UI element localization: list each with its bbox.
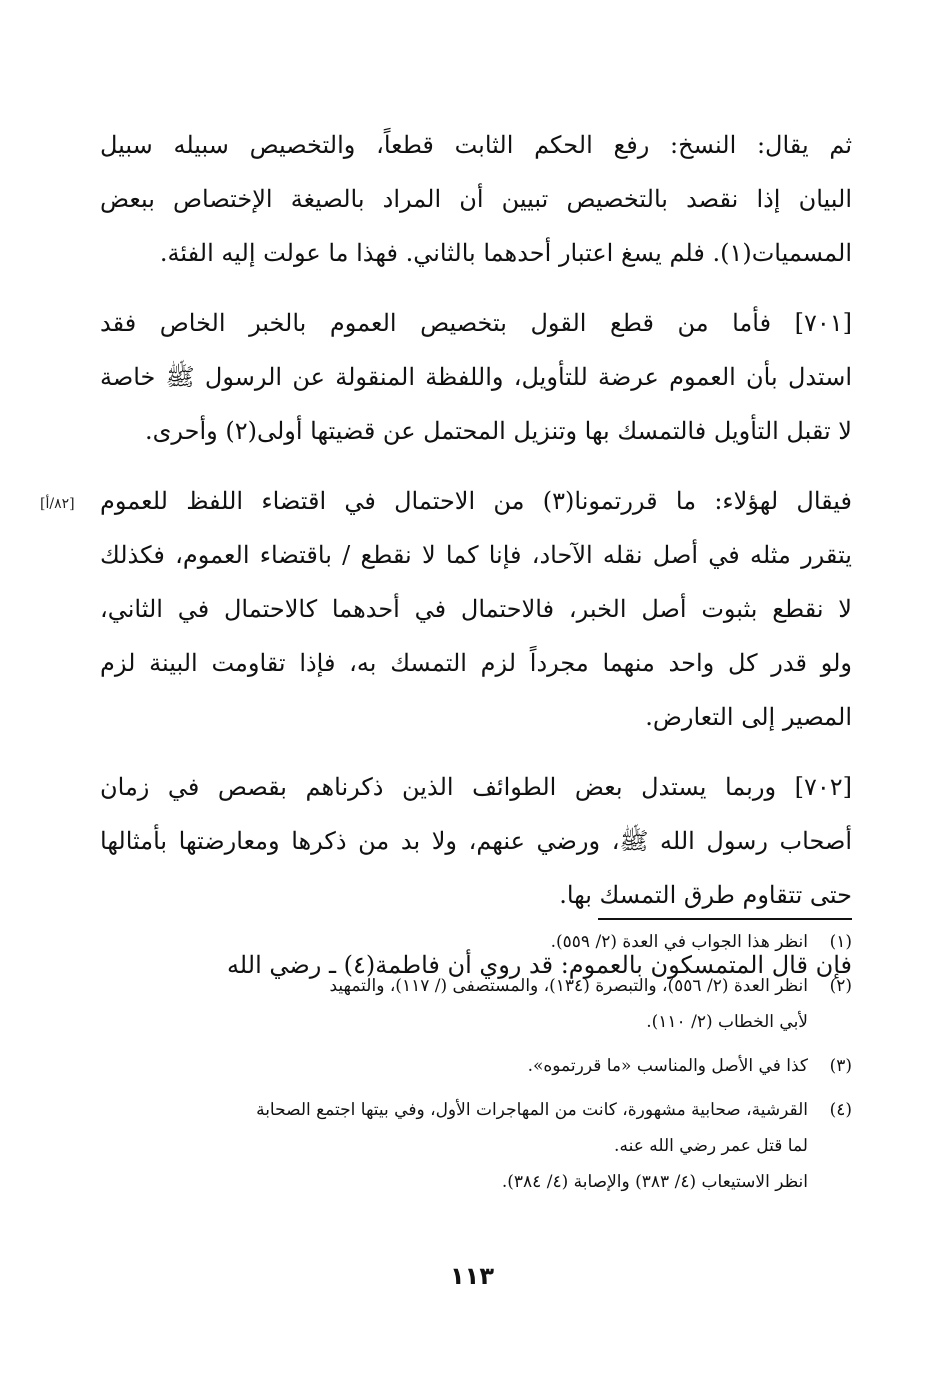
text-line: ولو قدر كل واحد منهما مجرداً لزم التمسك به، فإذا تقاومت البينة لزم	[100, 649, 852, 677]
footnote-number: (٢)	[829, 976, 852, 996]
footnote-number: (٤)	[829, 1100, 852, 1120]
text-line: استدل بأن العموم عرضة للتأويل، واللفظة المنقولة عن الرسول ﷺ خاصة	[100, 363, 852, 391]
text-line: [٧٠١] فأما من قطع القول بتخصيص العموم بالخبر الخاص فقد	[100, 309, 852, 337]
text-line: لا نقطع بثبوت أصل الخبر، فالاحتمال في أحدهما كالاحتمال في الثاني،	[100, 595, 852, 623]
footnotes	[106, 924, 852, 1200]
footnote-text: انظر العدة (٢/ ٥٥٦)، والتبصرة (١٣٤)، والمستصفى (/ ١١٧)، والتمهيد	[329, 976, 808, 996]
text-line: يتقرر مثله في أصل نقله الآحاد، فإنا كما لا نقطع / باقتضاء العموم، فكذلك	[100, 541, 852, 569]
text-line: ثم يقال: النسخ: رفع الحكم الثابت قطعاً، والتخصيص سبيله سبيل	[100, 131, 852, 159]
text-line: المسميات(١). فلم يسغ اعتبار أحدهما بالثاني. فهذا ما عولت إليه الفئة.	[159, 239, 852, 267]
footnote-2-continued: لأبي الخطاب (٢/ ١١٠).	[646, 1012, 808, 1032]
page-number: ١١٣	[450, 1262, 494, 1290]
footnote-text: كذا في الأصل والمناسب «ما قررتموه».	[527, 1056, 808, 1076]
text-line: حتى تتقاوم طرق التمسك بها.	[559, 881, 852, 909]
text-line: البيان إذا نقصد بالتخصيص تبيين أن المراد بالصيغة الإختصاص ببعض	[100, 185, 852, 213]
footnote-divider	[598, 918, 852, 920]
footnote-text: انظر هذا الجواب في العدة (٢/ ٥٥٩).	[550, 932, 808, 952]
footnote-1	[106, 924, 852, 960]
text-line: [٧٠٢] وربما يستدل بعض الطوائف الذين ذكرناهم بقصص في زمان	[100, 773, 852, 801]
text-line: أصحاب رسول الله ﷺ، ورضي عنهم، ولا بد من ذكرها ومعارضتها بأمثالها	[100, 827, 852, 855]
footnote-4	[106, 1092, 852, 1128]
text-line: فيقال لهؤلاء: ما قررتمونا(٣) من الاحتمال في اقتضاء اللفظ للعموم	[100, 487, 853, 515]
footnote-3	[106, 1048, 852, 1084]
manuscript-folio-note: [٨٢/أ]	[40, 496, 75, 512]
footnote-number: (١)	[829, 932, 852, 952]
footnote-text: القرشية، صحابية مشهورة، كانت من المهاجرات الأول، وفي بيتها اجتمع الصحابة	[256, 1100, 808, 1120]
footnote-2	[106, 968, 852, 1004]
footnote-number: (٣)	[829, 1056, 852, 1076]
text-line: المصير إلى التعارض.	[645, 703, 852, 731]
main-text	[100, 118, 852, 992]
text-line: فإن قال المتمسكون بالعموم: قد روي أن فاطمة(٤) ـ رضي الله	[226, 951, 852, 979]
footnote-4-reference: انظر الاستيعاب (٤/ ٣٨٣) والإصابة (٤/ ٣٨٤).	[501, 1172, 808, 1192]
footnote-4-continued: لما قتل عمر رضي الله عنه.	[614, 1136, 808, 1156]
text-line: لا تقبل التأويل فالتمسك بها وتنزيل المحتمل عن قضيتها أولى(٢) وأحرى.	[144, 417, 852, 445]
